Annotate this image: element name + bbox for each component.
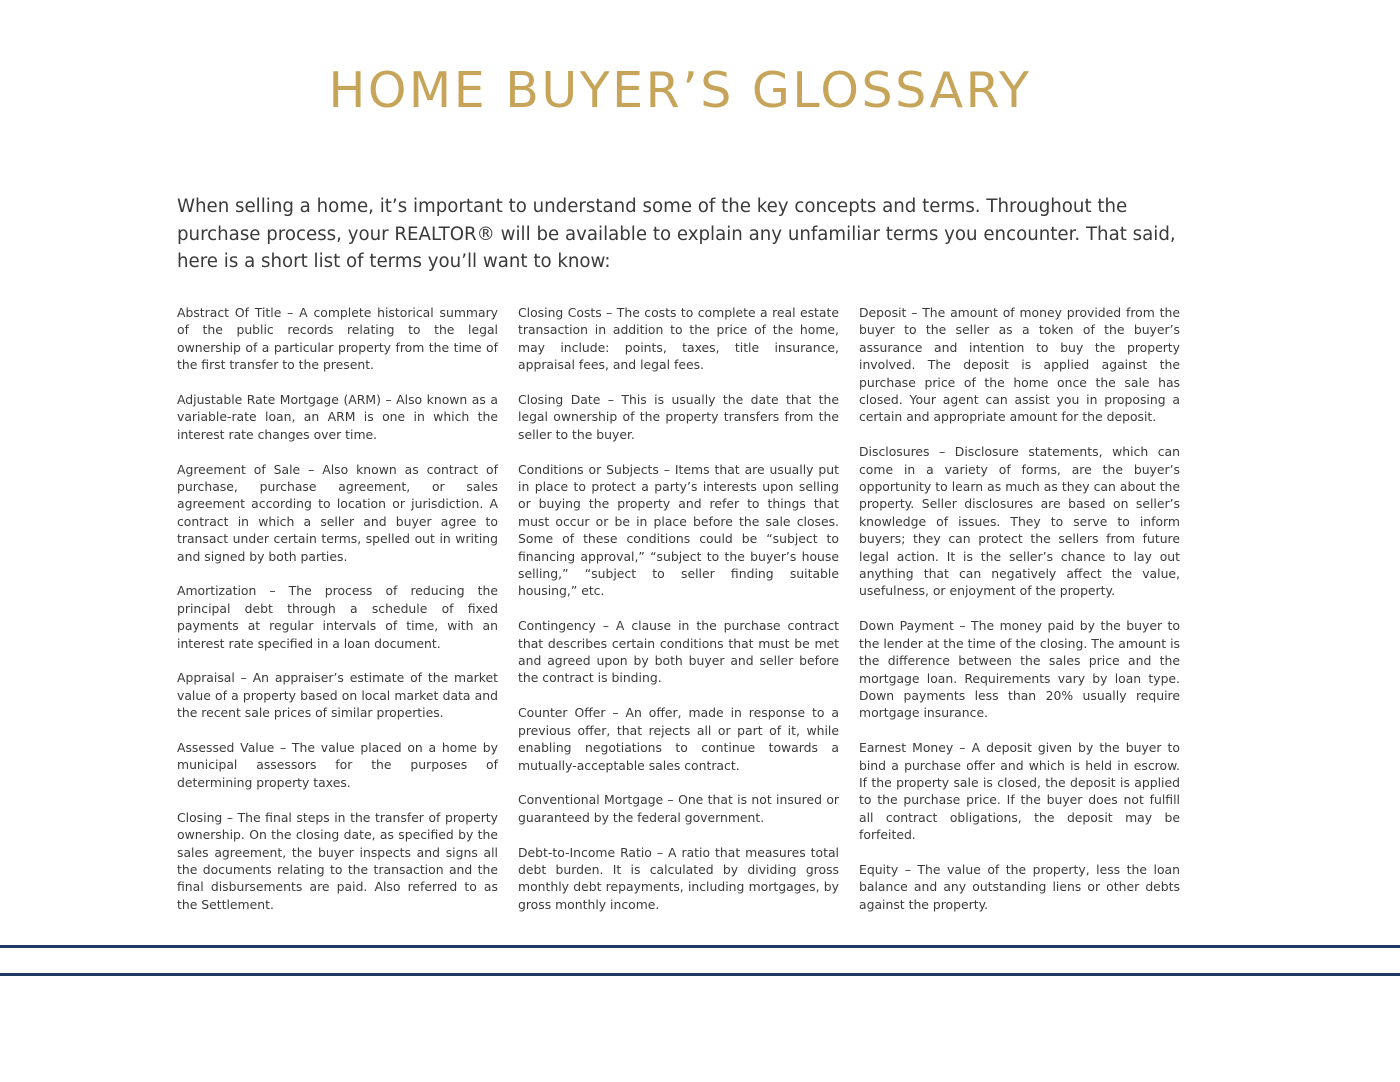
- glossary-entry-abstract-of-title: Abstract Of Title – A complete historical summary of the public records relating to the legal ownership of a particular property from the time of the first transfer to the present.: [177, 305, 498, 373]
- glossary-column-2: [518, 304, 839, 931]
- glossary-entry-equity: Equity – The value of the property, less the loan balance and any outstanding liens or other debts against the property.: [859, 861, 1180, 912]
- glossary-entry-debt-to-income-ratio: Debt-to-Income Ratio – A ratio that measures total debt burden. It is calculated by dividing gross monthly debt repayments, including mortgages, by gross monthly income.: [518, 844, 839, 912]
- glossary-entry-counter-offer: Counter Offer – An offer, made in response to a previous offer, that rejects all or part of it, while enabling negotiations to continue towards a mutually-acceptable sales contract.: [518, 705, 839, 773]
- glossary-column-3: [859, 304, 1180, 931]
- glossary-entry-assessed-value: Assessed Value – The value placed on a home by municipal assessors for the purposes of determining property taxes.: [177, 740, 498, 790]
- glossary-entry-appraisal: Appraisal – An appraiser’s estimate of the market value of a property based on local market data and the recent sale prices of similar properties.: [177, 670, 498, 721]
- intro-paragraph: When selling a home, it’s important to understand some of the key concepts and terms. Throughout the purchase process, your REALTOR® will be available to explain any unfamiliar terms you encounter. That said, here is a short list of terms you’ll want to know:: [177, 196, 1176, 272]
- page-title: HOME BUYER’S GLOSSARY: [328, 62, 1032, 119]
- footer-divider-top: [0, 945, 1400, 948]
- glossary-columns: [177, 304, 1180, 931]
- glossary-entry-earnest-money: Earnest Money – A deposit given by the buyer to bind a purchase offer and which is held in escrow. If the property sale is closed, the deposit is applied to the purchase price. If the buyer does not fulfill all contract obligations, the deposit may be forfeited.: [859, 740, 1180, 843]
- glossary-entry-contingency: Contingency – A clause in the purchase contract that describes certain conditions that must be met and agreed upon by both buyer and seller before the contract is binding.: [518, 618, 839, 686]
- glossary-column-1: [177, 304, 498, 931]
- glossary-entry-conditions-or-subjects: Conditions or Subjects – Items that are usually put in place to protect a party’s interests upon selling or buying the property and refer to things that must occur or be in place before the sale closes. Some of these conditions could be “subject to financing approval,” “subject to the buyer’s house selling,” “subject to seller finding suitable housing,” etc.: [518, 461, 839, 599]
- glossary-entry-closing-date: Closing Date – This is usually the date that the legal ownership of the property transfers from the seller to the buyer.: [518, 392, 839, 442]
- glossary-entry-conventional-mortgage: Conventional Mortgage – One that is not insured or guaranteed by the federal government.: [518, 792, 839, 825]
- glossary-entry-adjustable-rate-mortgage: Adjustable Rate Mortgage (ARM) – Also known as a variable-rate loan, an ARM is one in which the interest rate changes over time.: [177, 392, 498, 442]
- glossary-entry-down-payment: Down Payment – The money paid by the buyer to the lender at the time of the closing. The amount is the difference between the sales price and the mortgage loan. Requirements vary by loan type. Down payments less than 20% usually require mortgage insurance.: [859, 618, 1180, 721]
- glossary-entry-deposit: Deposit – The amount of money provided from the buyer to the seller as a token of the buyer’s assurance and intention to buy the property involved. The deposit is applied against the purchase price of the home once the sale has closed. Your agent can assist you in proposing a certain and appropriate amount for the deposit.: [859, 305, 1180, 425]
- footer-divider-bottom: [0, 973, 1400, 976]
- glossary-entry-agreement-of-sale: Agreement of Sale – Also known as contract of purchase, purchase agreement, or sales agreement according to location or jurisdiction. A contract in which a seller and buyer agree to transact under certain terms, spelled out in writing and signed by both parties.: [177, 461, 498, 564]
- glossary-entry-closing-costs: Closing Costs – The costs to complete a real estate transaction in addition to the price of the home, may include: points, taxes, title insurance, appraisal fees, and legal fees.: [518, 305, 839, 373]
- glossary-entry-disclosures: Disclosures – Disclosure statements, which can come in a variety of forms, are the buyer’s opportunity to learn as much as they can about the property. Seller disclosures are based on seller’s knowledge of issues. They to serve to inform buyers; they can protect the sellers from future legal action. It is the seller’s chance to lay out anything that can negatively affect the value, usefulness, or enjoyment of the property.: [859, 444, 1180, 599]
- glossary-entry-closing: Closing – The final steps in the transfer of property ownership. On the closing date, as specified by the sales agreement, the buyer inspects and signs all the documents relating to the transaction and the final disbursements are paid. Also referred to as the Settlement.: [177, 809, 498, 912]
- glossary-entry-amortization: Amortization – The process of reducing the principal debt through a schedule of fixed payments at regular intervals of time, with an interest rate specified in a loan document.: [177, 583, 498, 651]
